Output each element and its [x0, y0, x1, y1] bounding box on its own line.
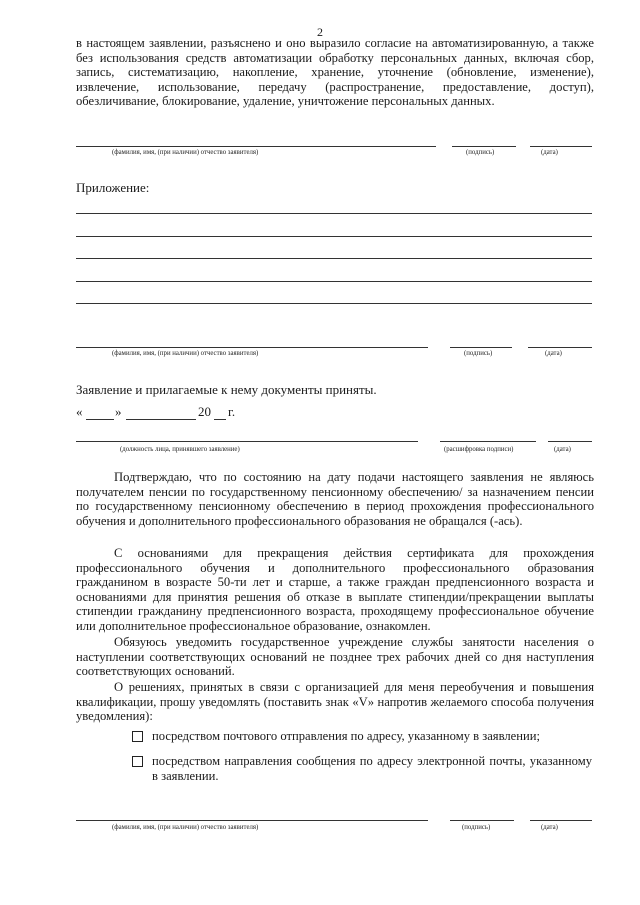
- month-line: [126, 419, 196, 420]
- sign-line-2: [450, 347, 512, 348]
- name-caption-1: (фамилия, имя, (при наличии) отчество заявителя): [112, 149, 259, 156]
- date-line-1: [530, 146, 592, 147]
- sign-caption-1: (подпись): [466, 149, 495, 156]
- date-open-quote: «: [76, 404, 83, 419]
- sign-caption-3: (подпись): [462, 824, 491, 831]
- date-caption-1: (дата): [541, 149, 558, 156]
- decode-caption: (расшифровка подписи): [444, 446, 514, 453]
- decode-line: [440, 441, 536, 442]
- email-option-label: посредством направления сообщения по адресу электронной почты, указанному в заявлении.: [152, 754, 592, 783]
- sign-line-1: [452, 146, 516, 147]
- consent-paragraph: в настоящем заявлении, разъяснено и оно выразило согласие на автоматизированную, а также без использования средств автоматизации обработку персональных данных, включая сбор, запись, систематизацию, накопление, хранение, уточнение (обновление, изменение), извлечение, использование, передачу (распространение, предоставление, доступ), обезличивание, блокирование, удаление, уничтожение персональных данных.: [76, 36, 594, 109]
- position-caption: (должность лица, принявшего заявление): [120, 446, 240, 453]
- date-caption-2: (дата): [545, 350, 562, 357]
- attachment-line-4: [76, 281, 592, 282]
- date-line-2: [528, 347, 592, 348]
- attachment-line-2: [76, 236, 592, 237]
- sign-caption-2: (подпись): [464, 350, 493, 357]
- postal-checkbox[interactable]: [132, 731, 143, 742]
- name-line-1: [76, 146, 436, 147]
- decisions-paragraph: О решениях, принятых в связи с организацией для меня переобучения и повышения квалификации, прошу уведомлять (поставить знак «V» напротив желаемого способа получения уведомления):: [76, 680, 594, 724]
- date-line-3: [530, 820, 592, 821]
- name-caption-2: (фамилия, имя, (при наличии) отчество заявителя): [112, 350, 259, 357]
- year-line: [214, 419, 226, 420]
- position-line: [76, 441, 418, 442]
- sign-line-3: [450, 820, 514, 821]
- acceptor-date-caption: (дата): [554, 446, 571, 453]
- year-suffix: г.: [228, 404, 236, 419]
- name-line-2: [76, 347, 428, 348]
- year-prefix: 20: [198, 404, 211, 419]
- attachment-line-3: [76, 258, 592, 259]
- page-number: 2: [317, 25, 323, 39]
- email-checkbox[interactable]: [132, 756, 143, 767]
- acceptor-date-line: [548, 441, 592, 442]
- attachment-label: Приложение:: [76, 180, 150, 195]
- accepted-text: Заявление и прилагаемые к нему документы приняты.: [76, 382, 377, 397]
- grounds-paragraph: С основаниями для прекращения действия сертификата для прохождения профессионального обучения и дополнительного профессионального образования гражданином в возрасте 50-ти лет и старше, а также граждан предпенсионного возраста и основаниями для принятия решения об отказе в выплате стипендии/прекращении выплаты стипендии гражданину предпенсионного возраста, проходящему профессиональное обучение или дополнительное профессиональное образование, ознакомлен.: [76, 546, 594, 633]
- date-close-quote: »: [115, 404, 122, 419]
- confirm-paragraph: Подтверждаю, что по состоянию на дату подачи настоящего заявления не являюсь получателем пенсии по государственному пенсионному обеспечению/ за назначением пенсии по государственному пенсионному обеспечению в период прохождения профессионального обучения и дополнительного профессионального образования не обращался (-ась).: [76, 470, 594, 528]
- name-caption-3: (фамилия, имя, (при наличии) отчество заявителя): [112, 824, 259, 831]
- day-line: [86, 419, 114, 420]
- attachment-line-5: [76, 303, 592, 304]
- name-line-3: [76, 820, 428, 821]
- attachment-line-1: [76, 213, 592, 214]
- notify-paragraph: Обязуюсь уведомить государственное учреждение службы занятости населения о наступлении соответствующих оснований не позднее трех рабочих дней со дня наступления соответствующих оснований.: [76, 635, 594, 679]
- date-caption-3: (дата): [541, 824, 558, 831]
- postal-option-label: посредством почтового отправления по адресу, указанному в заявлении;: [152, 729, 540, 743]
